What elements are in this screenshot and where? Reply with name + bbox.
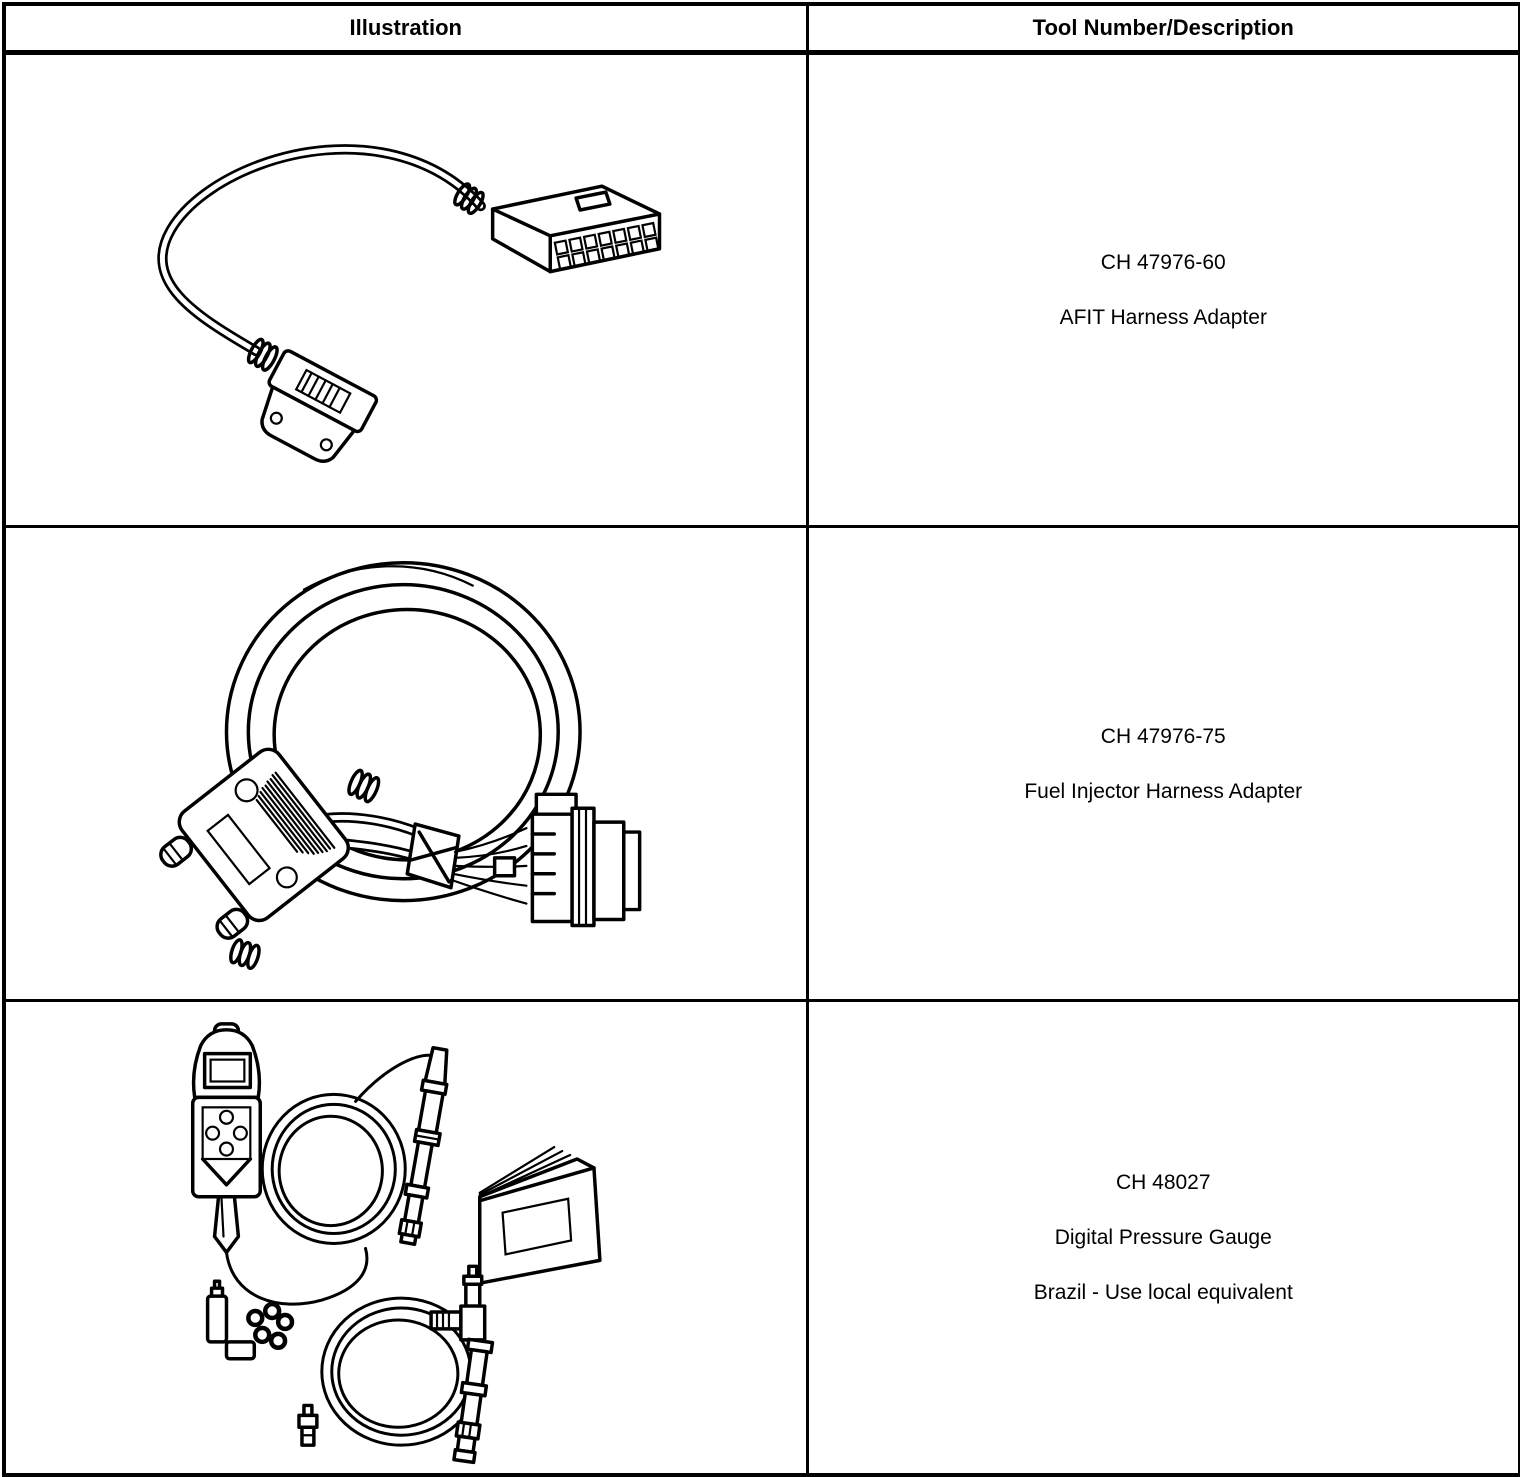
description-cell — [807, 53, 1520, 527]
d-sub-connector — [147, 744, 354, 947]
column-header-illustration: Illustration — [4, 4, 807, 53]
probe-hose — [395, 1047, 455, 1245]
digital-pressure-gauge-kit-illustration — [6, 1002, 806, 1473]
cable-loop — [162, 149, 480, 351]
strain-relief-rings — [228, 939, 261, 970]
illustration-cell-afit-harness-adapter — [4, 53, 807, 527]
description-cell — [807, 527, 1520, 1001]
instruction-booklet — [480, 1147, 600, 1283]
harness-connector — [532, 794, 639, 925]
description-cell — [807, 1001, 1520, 1476]
illustration-cell-digital-pressure-gauge — [4, 1001, 807, 1476]
fuel-injector-harness-adapter-illustration — [6, 528, 806, 999]
t-fitting-assembly — [431, 1266, 492, 1462]
tool-number: CH 48027 — [1115, 1171, 1211, 1194]
pressure-gauge-handset — [193, 1024, 261, 1253]
table-row — [4, 1001, 1520, 1476]
illustration-cell-fuel-injector-harness-adapter — [4, 527, 807, 1001]
column-header-tool-number-description: Tool Number/Description — [807, 4, 1520, 53]
multi-pin-connector — [493, 186, 660, 271]
header-row — [4, 4, 1520, 53]
valve-fitting — [299, 1405, 317, 1445]
table-row — [4, 527, 1520, 1001]
o-rings — [248, 1304, 292, 1348]
d-sub-connector — [220, 335, 378, 472]
tool-description: AFIT Harness Adapter — [1059, 306, 1267, 329]
special-tools-table — [2, 2, 1520, 1477]
afit-harness-adapter-illustration — [6, 55, 806, 525]
tool-description: Fuel Injector Harness Adapter — [1024, 779, 1303, 803]
tool-number: CH 47976-60 — [1100, 251, 1226, 274]
table-row — [4, 53, 1520, 527]
tool-note: Brazil - Use local equivalent — [1033, 1281, 1293, 1304]
tool-number: CH 47976-75 — [1100, 724, 1226, 748]
tool-description: Digital Pressure Gauge — [1054, 1226, 1272, 1249]
strain-relief-rings — [346, 769, 381, 804]
